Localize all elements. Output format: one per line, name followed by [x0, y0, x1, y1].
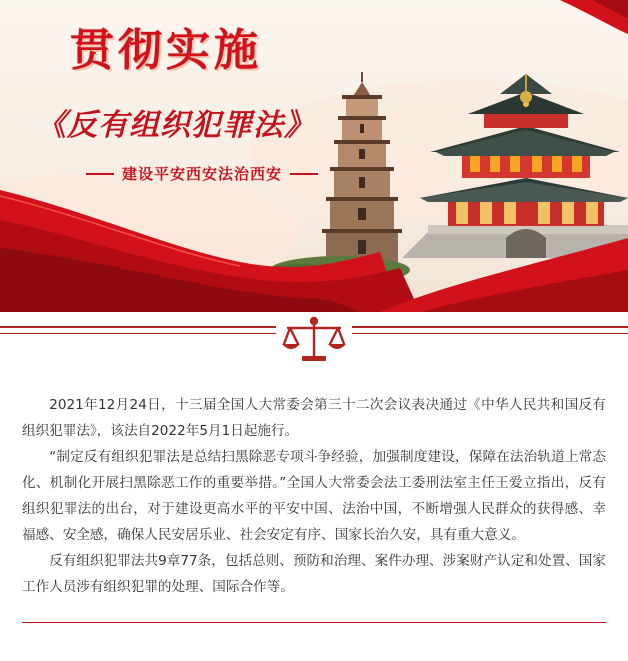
article-paragraph: 反有组织犯罪法共9章77条，包括总则、预防和治理、案件办理、涉案财产认定和处置、国家工作人员涉有组织犯罪的处理、国际合作等。 — [22, 553, 606, 595]
banner-slogan-row — [86, 163, 318, 184]
red-ribbon-icon — [560, 0, 628, 34]
article-paragraph: 2021年12月24日，十三届全国人大常委会第三十二次会议表决通过《中华人民共和国反有组织犯罪法》，该法自2022年5月1日起施行。 — [22, 397, 606, 439]
slogan-left-dash — [86, 173, 114, 175]
scales-of-justice-icon — [280, 316, 348, 364]
banner-title: 贯彻实施 — [70, 25, 262, 76]
banner-slogan: 建设平安西安法治西安 — [122, 165, 283, 183]
banner-subtitle: 《反有组织犯罪法》 — [36, 108, 315, 143]
header-banner — [0, 0, 628, 312]
divider-rule-right — [352, 326, 628, 334]
article-paragraph: “制定反有组织犯罪法是总结扫黑除恶专项斗争经验，加强制度建设，保障在法治轨道上常态化、机制化开展扫黑除恶工作的重要举措。”全国人大常委会法工委刑法室主任王爱立指出，反有组织犯罪法的出台，对于建设更高水平的平安中国、法治中国，不断增强人民群众的获得感、幸福感、安全感，确保人民安居乐业、社会安定有序、国家长治久安，具有重大意义。 — [22, 449, 606, 543]
slogan-right-dash — [290, 173, 318, 175]
bottom-divider — [22, 622, 606, 623]
article-body — [22, 392, 606, 600]
divider-rule-left — [0, 326, 276, 334]
